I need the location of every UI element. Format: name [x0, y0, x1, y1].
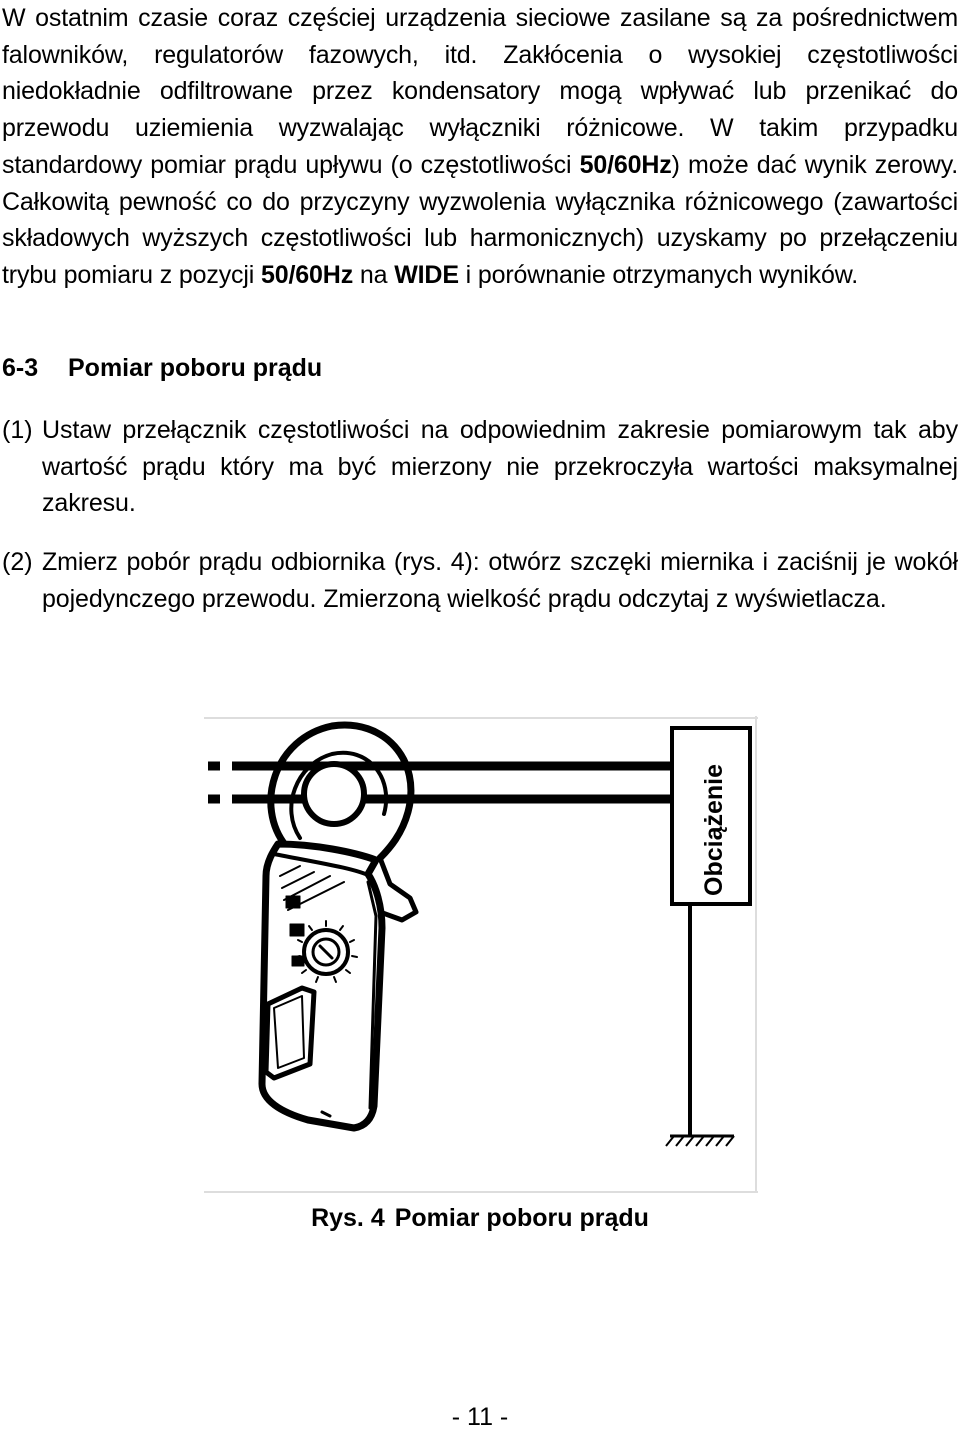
intro-text-4: i porównanie otrzymanych wyników. — [458, 260, 859, 289]
section-title: Pomiar poboru prądu — [68, 354, 323, 382]
button-3 — [292, 956, 304, 966]
intro-text-2: ) może dać wynik zerowy. Całkowitą pewność co do przyczyny wyzwolenia wyłącznika różnicowego (zawartości składowych wyższych częstotliwości lub harmonicznych) uzyskamy po przełączeniu trybu pomiaru z pozycji — [2, 150, 958, 289]
figure-caption — [0, 1202, 960, 1234]
load-label: Obciążenie — [700, 764, 728, 896]
clamp-meter-illustration — [204, 716, 758, 1194]
step-2 — [2, 544, 958, 617]
step-1 — [2, 412, 958, 522]
jaw-opening — [304, 764, 364, 824]
section-heading — [2, 350, 322, 386]
figure-caption-title: Pomiar poboru prądu — [394, 1204, 649, 1232]
button-1 — [286, 896, 300, 908]
figure-caption-label: Rys. 4 — [311, 1204, 385, 1232]
intro-paragraph — [2, 0, 958, 294]
button-2 — [290, 924, 304, 936]
page-number: - 11 - — [451, 1403, 509, 1431]
step-1-marker: (1) — [2, 416, 33, 444]
step-2-marker: (2) — [2, 548, 33, 576]
intro-text-3: na — [353, 260, 395, 289]
intro-bold-wide: WIDE — [394, 260, 459, 289]
step-1-text: Ustaw przełącznik częstotliwości na odpowiednim zakresie pomiarowym tak aby wartość prądu który ma być mierzony nie przekroczyła wartości maksymalnej zakresu. — [42, 416, 958, 517]
figure-4 — [204, 716, 758, 1194]
step-2-text: Zmierz pobór prądu odbiornika (rys. 4): otwórz szczęki miernika i zaciśnij je wokół pojedynczego przewodu. Zmierzoną wielkość prądu odczytaj z wyświetlacza. — [42, 548, 958, 613]
intro-text-1: W ostatnim czasie coraz częściej urządzenia sieciowe zasilane są za pośrednictwem falowników, regulatorów fazowych, itd. Zakłócenia o wysokiej częstotliwości niedokładnie odfiltrowane przez kondensatory mogą wpływać lub przenikać do przewodu uziemienia wyzwalając wyłączniki różnicowe. W takim przypadku standardowy pomiar prądu upływu (o częstotliwości — [2, 4, 958, 179]
intro-bold-frequency-2: 50/60Hz — [261, 260, 354, 289]
meter-body — [262, 844, 382, 1128]
intro-bold-frequency-1: 50/60Hz — [579, 150, 672, 179]
section-number: 6-3 — [2, 354, 39, 382]
load-box — [672, 728, 750, 904]
clamp-meter — [262, 725, 416, 1128]
